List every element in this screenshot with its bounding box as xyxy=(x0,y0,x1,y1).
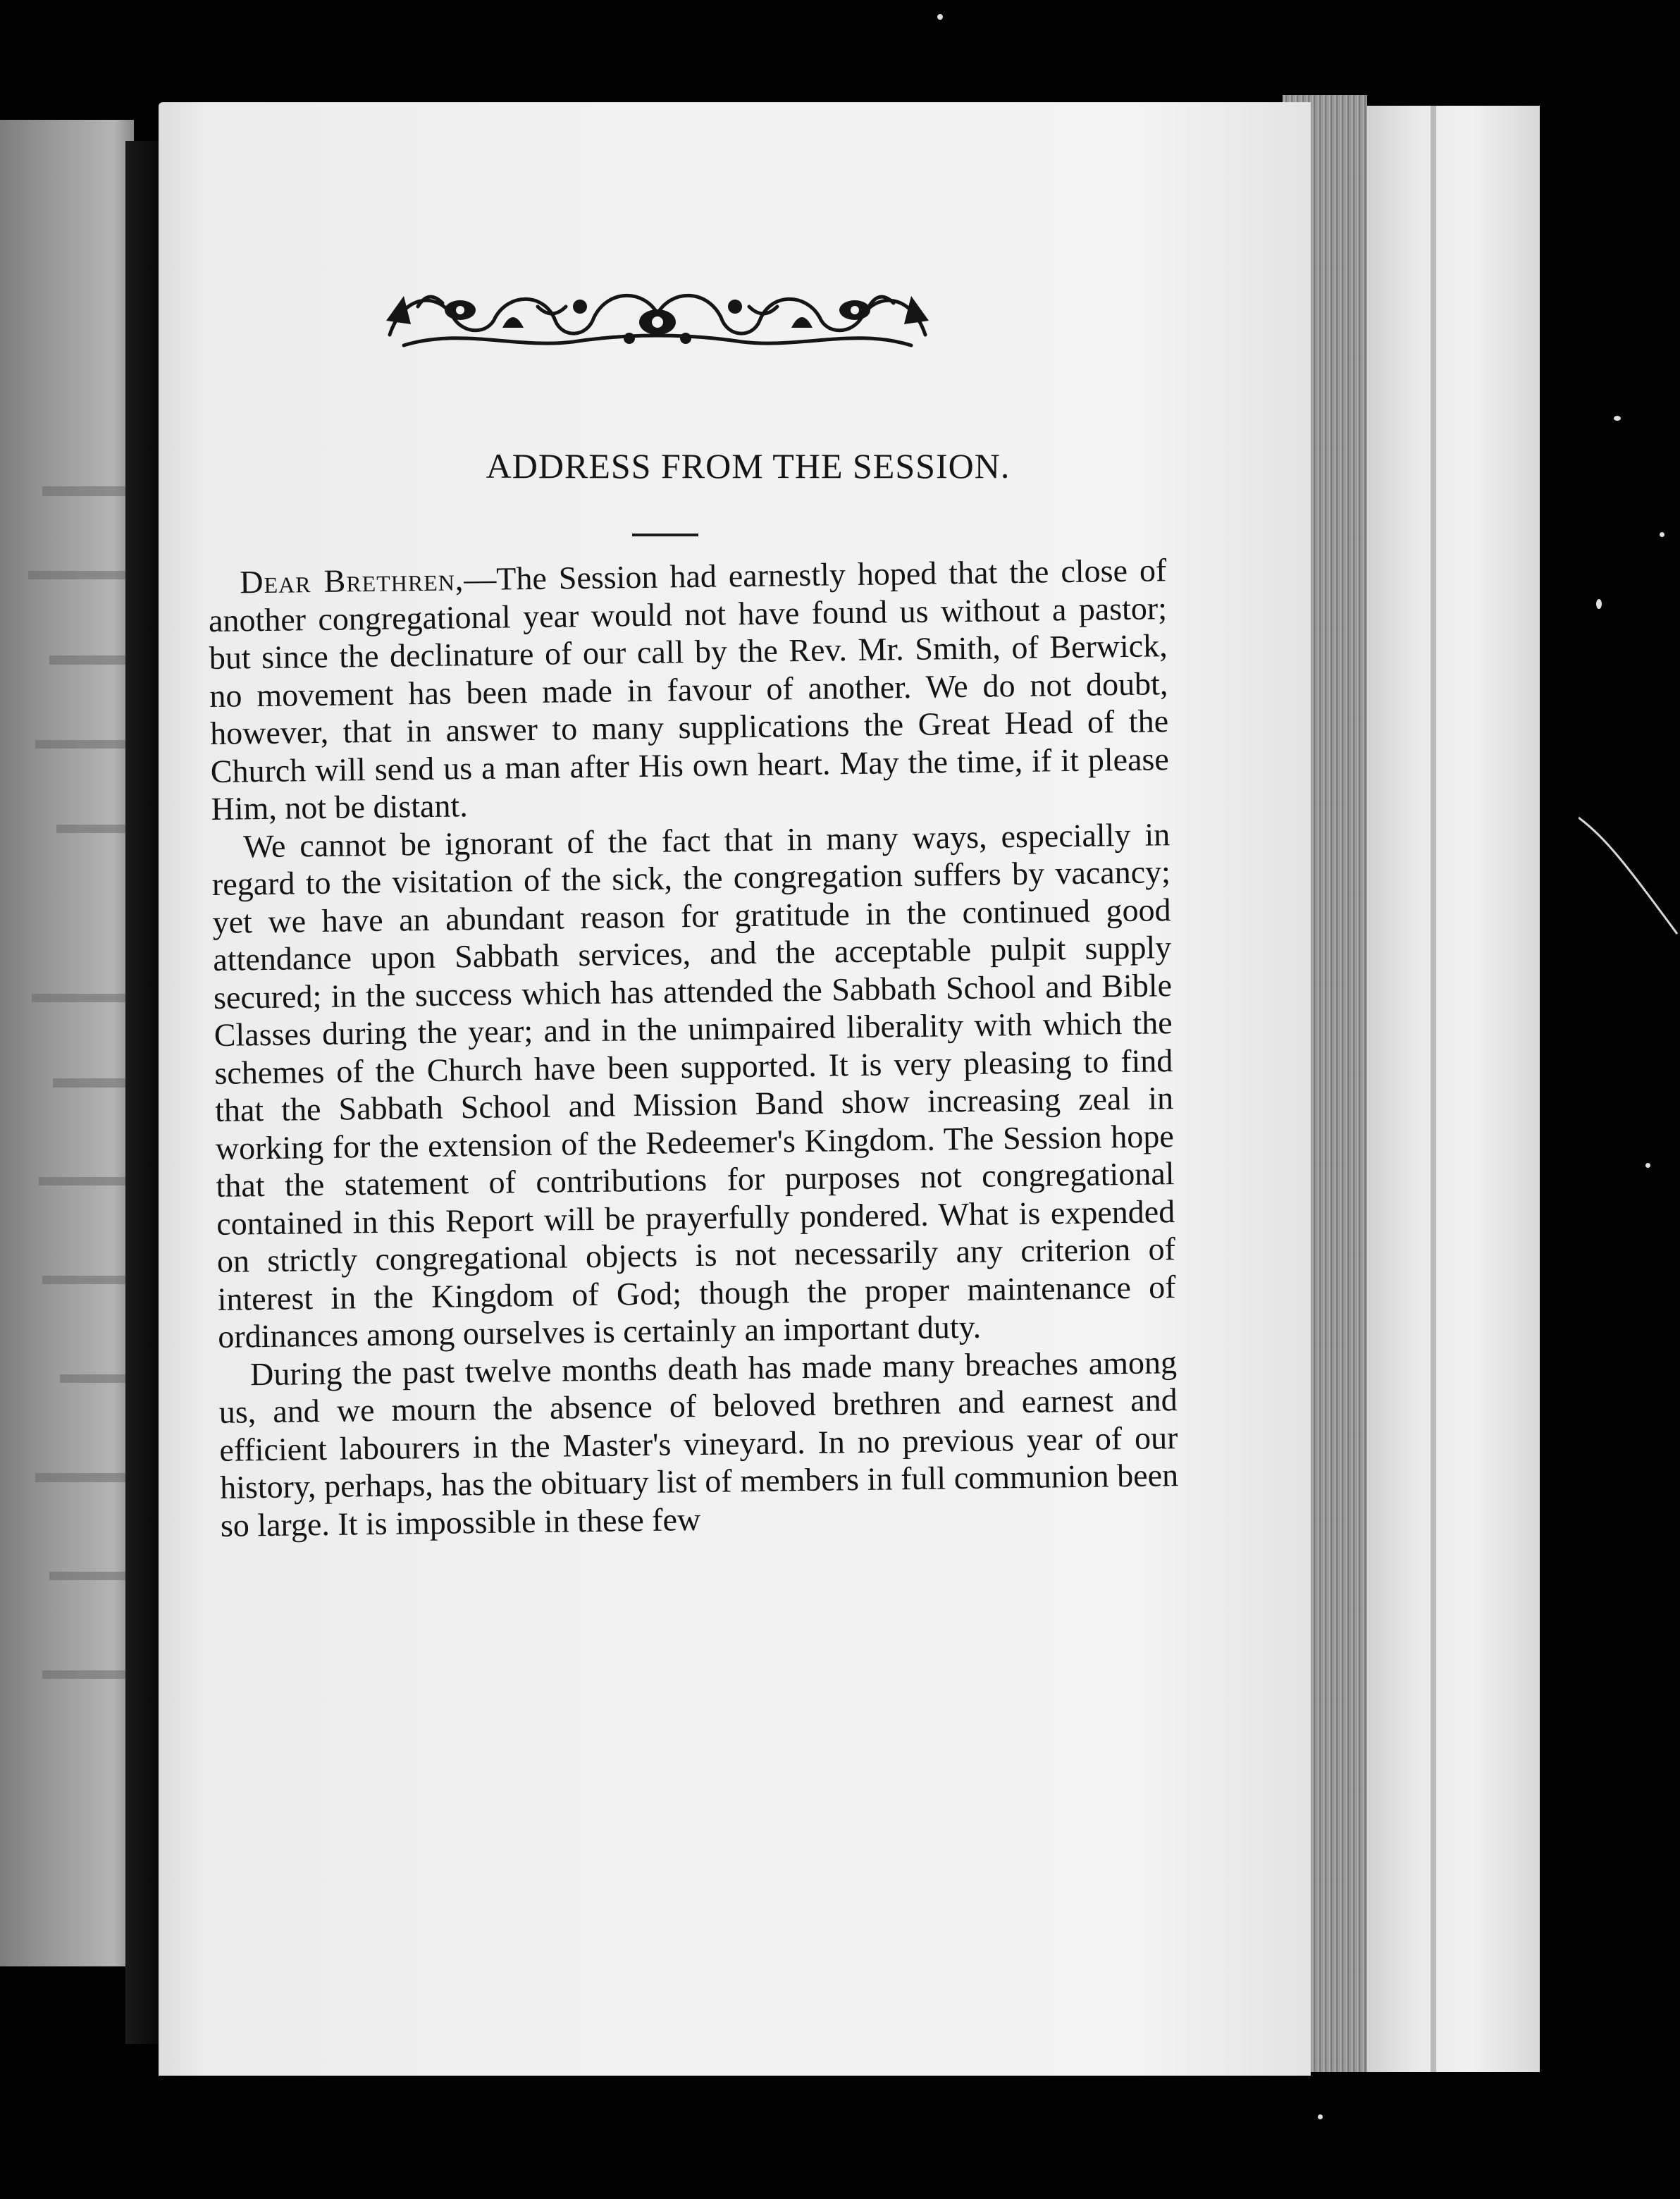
title-divider xyxy=(632,534,698,536)
body-text xyxy=(208,551,1179,1544)
facing-page xyxy=(0,120,134,1966)
dust-speck xyxy=(1596,599,1602,609)
page-title: ADDRESS FROM THE SESSION. xyxy=(486,446,1011,486)
dust-speck xyxy=(1660,532,1664,537)
paragraph: We cannot be ignorant of the fact that in many ways, especially in regard to the visitation of the sick, the congregation suffers by vacancy; yet we have an abundant reason for gratitude in the continued good attendance upon Sabbath services, and the acceptable pulpit supply secured; in the success which has attended the Sabbath School and Bible Classes during the year; and in the unimpaired liberality with which the schemes of the Church have been supported. It is very pleasing to find that the Sabbath School and Mission Band show increasing zeal in working for the extension of the Redeemer's Kingdom. The Session hope that the statement of contributions for purposes not congregational contained in this Report will be prayerfully pondered. What is expended on strictly congregational objects is not necessarily any criterion of interest in the Kingdom of God; though the proper maintenance of ordinances among ourselves is certainly an important duty. xyxy=(211,815,1176,1355)
cover-fold xyxy=(1431,106,1436,2072)
dust-speck xyxy=(1318,2114,1323,2119)
facing-page-show-through xyxy=(0,120,134,1966)
back-cover-board xyxy=(1364,106,1540,2072)
floral-headpiece-ornament-icon xyxy=(376,278,939,356)
paragraph-text: —The Session had earnestly hoped that the close of another congregational year would not have found us without a pastor; but since the declinature of our call by the Rev. Mr. Smith, of Berwick, no movement has been made in favour of another. We do not doubt, however, that in answer to many supplications the Great Head of the Church will send us a man after His own heart. May the time, if it please Him, not be distant. xyxy=(208,552,1170,827)
salutation: Dear Brethren, xyxy=(240,561,464,600)
paragraph: During the past twelve months death has made many breaches among us, and we mourn the absence of beloved brethren and earnest and efficient labourers in the Master's vineyard. In no previous year of our history, perhaps, has the obituary list of members in full communion been so large. It is impossible in these few xyxy=(218,1343,1179,1544)
dust-speck xyxy=(1645,1163,1650,1168)
book-page xyxy=(159,102,1311,2076)
paragraph xyxy=(208,551,1170,827)
scratch-mark xyxy=(1579,811,1680,937)
dust-speck xyxy=(1614,416,1621,421)
dust-speck xyxy=(937,14,943,20)
